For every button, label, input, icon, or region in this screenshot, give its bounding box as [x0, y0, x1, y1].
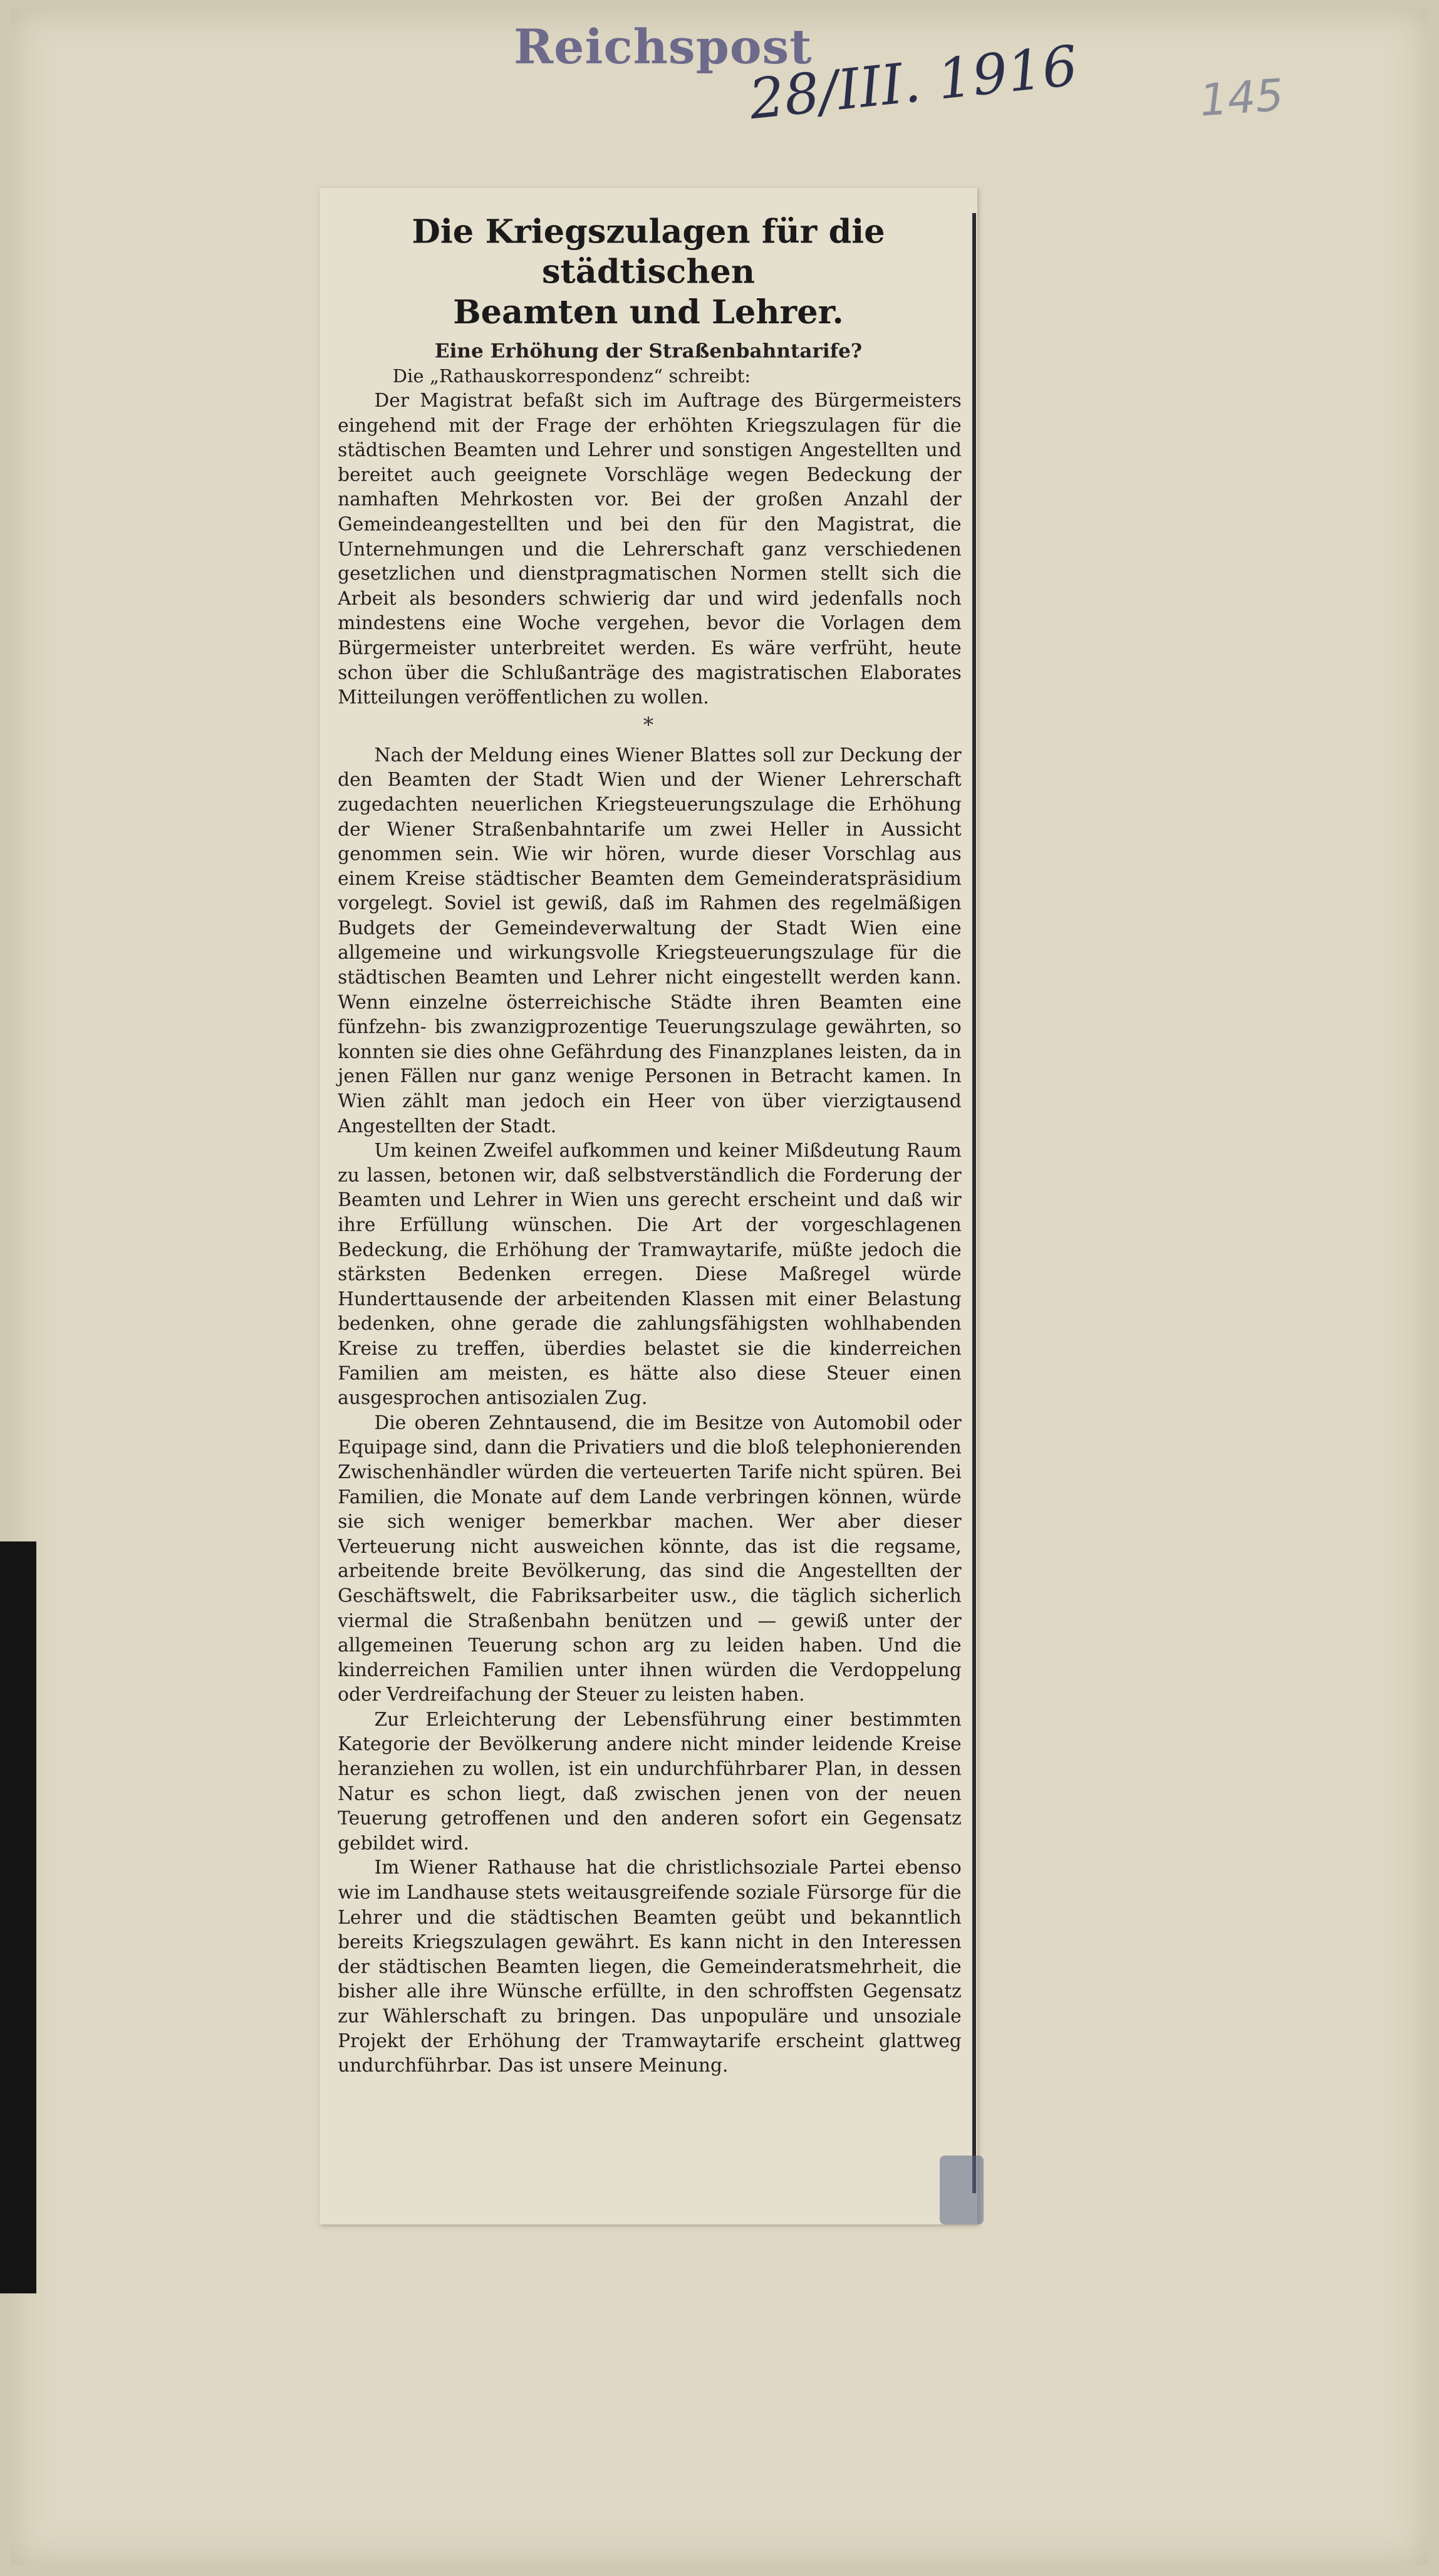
clipping-column-rule [972, 213, 976, 2193]
ink-stain [940, 2156, 984, 2224]
article-subheadline: Eine Erhöhung der Straßenbahntarife? [434, 339, 863, 363]
handwritten-date: 28/III. 1916 [746, 33, 1081, 132]
article-body [319, 188, 977, 2079]
newspaper-clipping [319, 188, 977, 2224]
article-paragraph: Im Wiener Rathause hat die christlichsoziale Partei ebenso wie im Landhause stets weitausgreifende soziale Fürsorge für die Lehrer und die städtischen Beamten geübt und bekanntlich bereits Kriegszulagen gewährt. Es kann nicht in den Interessen der städtischen Beamten liegen, die Gemeinderatsmehrheit, die bisher alle ihre Wünsche erfüllte, in den schroffsten Gegensatz zur Wählerschaft zu bringen. Das unpopuläre und unsoziale Projekt der Erhöhung der Tramwaytarife erscheint glattweg undurchführbar. Das ist unsere Meinung. [338, 1857, 962, 2077]
page-number: 145 [1198, 69, 1286, 127]
article-paragraph: Zur Erleichterung der Lebensführung einer bestimmten Kategorie der Bevölkerung andere nicht minder leidende Kreise heranziehen zu wollen, ist ein undurchführbarer Plan, in dessen Natur es schon liegt, daß zwischen jenen von der neuen Teuerung getroffenen und den anderen sofort ein Gegensatz gebildet wird. [338, 1709, 962, 1854]
article-headline: Die Kriegszulagen für die städtischen Beamten und Lehrer. [412, 211, 885, 331]
section-separator: * [643, 712, 654, 738]
article-paragraph: Um keinen Zweifel aufkommen und keiner Mißdeutung Raum zu lassen, betonen wir, daß selbstverständlich die Forderung der Beamten und Lehrer in Wien uns gerecht erscheint und daß wir ihre Erfüllung wünschen. Die Art der vorgeschlagenen Bedeckung, die Erhöhung der Tramwaytarife, müßte jedoch die stärksten Bedenken erregen. Diese Maßregel würde Hunderttausende der arbeitenden Klassen mit einer Belastung bedenken, ohne gerade die zahlungsfähigsten wohlhabenden Kreise zu treffen, überdies belastet sie die kinderreichen Familien am meisten, es hätte also diese Steuer einen ausgesprochen antisozialen Zug. [338, 1140, 962, 1409]
article-intro: Die „Rathauskorrespondenz“ schreibt: [392, 365, 751, 387]
scan-edge-shadow [0, 1541, 36, 2293]
article-paragraph: Der Magistrat befaßt sich im Auftrage des Bürgermeisters eingehend mit der Frage der erhöhten Kriegszulagen für die städtischen Beamten und Lehrer und sonstigen Angestellten und bereitet auch geeignete Vorschläge wegen Bedeckung der namhaften Mehrkosten vor. Bei der großen Anzahl der Gemeindeangestellten und bei den für den Magistrat, die Unternehmungen und die Lehrerschaft ganz verschiedenen gesetzlichen und dienstpragmatischen Normen stellt sich die Arbeit als besonders schwierig dar und wird jedenfalls noch mindestens eine Woche vergehen, bevor die Vorlagen dem Bürgermeister unterbreitet werden. Es wäre verfrüht, heute schon über die Schlußanträge des magistratischen Elaborates Mitteilungen veröffentlichen zu wollen. [338, 390, 962, 709]
newspaper-name-stamp: Reichspost [514, 19, 813, 75]
article-paragraph: Die oberen Zehntausend, die im Besitze von Automobil oder Equipage sind, dann die Privatiers und die bloß telephonierenden Zwischenhändler würden die verteuerten Tarife nicht spüren. Bei Familien, die Monate auf dem Lande verbringen können, würde sie sich weniger bemerkbar machen. Wer aber dieser Verteuerung nicht ausweichen könnte, das ist die regsame, arbeitende breite Bevölkerung, das sind die Angestellten der Geschäftswelt, die Fabriksarbeiter usw., die täglich sicherlich viermal die Straßenbahn benützen und — gewiß unter der allgemeinen Teuerung schon arg zu leiden haben. Und die kinderreichen Familien unter ihnen würden die Verdoppelung oder Verdreifachung der Steuer zu leisten haben. [338, 1412, 962, 1706]
article-paragraph: Nach der Meldung eines Wiener Blattes soll zur Deckung der den Beamten der Stadt Wien und der Wiener Lehrerschaft zugedachten neuerlichen Kriegsteuerungszulage die Erhöhung der Wiener Straßenbahntarife um zwei Heller in Aussicht genommen sein. Wie wir hören, wurde dieser Vorschlag aus einem Kreise städtischer Beamten dem Gemeinderatspräsidium vorgelegt. Soviel ist gewiß, daß im Rahmen des regelmäßigen Budgets der Gemeindeverwaltung der Stadt Wien eine allgemeine und wirkungsvolle Kriegsteuerungszulage für die städtischen Beamten und Lehrer nicht eingestellt werden kann. Wenn einzelne österreichische Städte ihren Beamten eine fünfzehn- bis zwanzigprozentige Teuerungszulage gewährten, so konnten sie dies ohne Gefährdung des Finanzplanes leisten, da in jenen Fällen nur ganz wenige Personen in Betracht kamen. In Wien zählt man jedoch ein Heer von über vierzigtausend Angestellten der Stadt. [338, 744, 962, 1137]
